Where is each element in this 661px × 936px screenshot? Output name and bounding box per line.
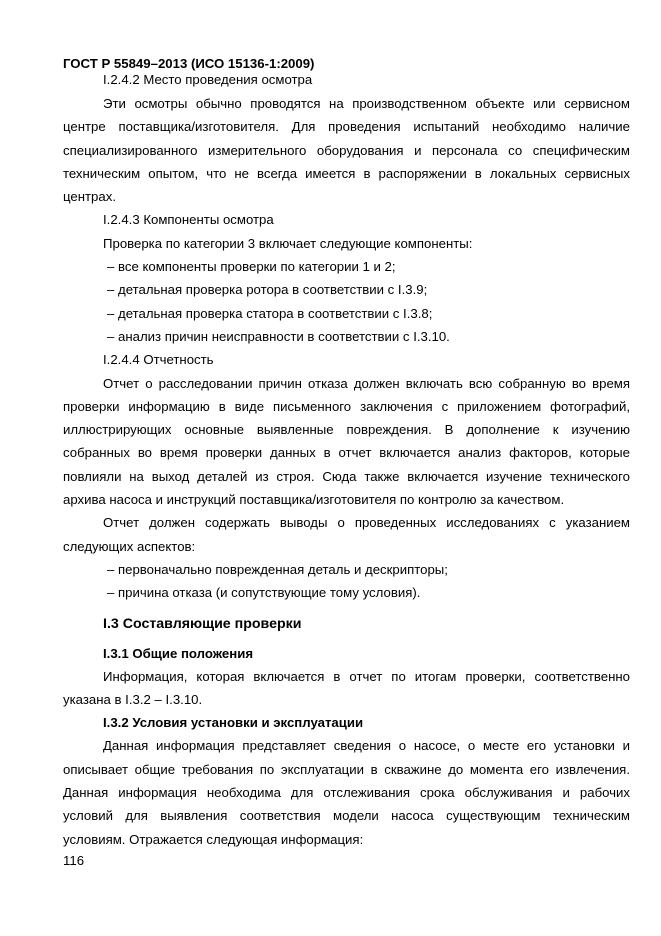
paragraph <box>63 372 630 512</box>
paragraph <box>63 734 630 850</box>
text-line: Информация, которая включается в отчет по итогам проверки, соответственно <box>103 668 630 684</box>
page-number: 116 <box>63 852 85 868</box>
text-line: центре поставщика/изготовителя. Для проведения испытаний необходимо наличие <box>63 119 630 135</box>
text-line: Данная информация представляет сведения о насосе, о месте его установки и <box>103 738 630 754</box>
document-page <box>63 56 630 871</box>
text-line: условиям. Отражается следующая информация: <box>63 831 364 847</box>
list-item: – все компоненты проверки по категории 1 и 2; <box>107 259 396 275</box>
section-title: I.2.4.4 Отчетность <box>103 352 214 368</box>
text-line: Отчет должен содержать выводы о проведенных исследованиях с указанием <box>103 515 630 531</box>
section-title: I.2.4.2 Место проведения осмотра <box>103 72 313 87</box>
text-line: описывает общие требования по эксплуатации в скважине до момента его извлечения. <box>63 761 630 777</box>
list-item: – детальная проверка статора в соответствии с I.3.8; <box>107 305 433 321</box>
text-line: центрах. <box>63 189 116 205</box>
text-line: Отчет о расследовании причин отказа должен включать всю собранную во время <box>103 375 630 391</box>
text-line: специализированного измерительного оборудования и персонала со специфическим <box>63 142 630 158</box>
document-header: ГОСТ Р 55849–2013 (ИСО 15136-1:2009) <box>63 56 315 71</box>
list-item: – причина отказа (и сопутствующие тому условия). <box>107 585 421 601</box>
paragraph <box>63 665 630 712</box>
text-line: проверки информацию в виде письменного заключения с приложением фотографий, <box>63 398 630 414</box>
text-line: следующих аспектов: <box>63 538 196 554</box>
text-line: архива насоса и инструкций поставщика/изготовителя по контролю за качеством. <box>63 492 565 508</box>
paragraph: Проверка по категории 3 включает следующие компоненты: <box>103 235 473 251</box>
subsection-heading: I.3.2 Условия установки и эксплуатации <box>103 715 364 731</box>
paragraph <box>63 511 630 558</box>
text-line: Данная информация необходима для отслеживания срока обслуживания и рабочих <box>63 785 630 801</box>
list <box>63 255 630 348</box>
text-line: собранных во время проверки данных в отчет включается анализ факторов, которые <box>63 445 630 461</box>
subsection-heading: I.3.1 Общие положения <box>103 645 254 661</box>
list-item: – детальная проверка ротора в соответствии с I.3.9; <box>107 282 428 298</box>
text-line: техническим опытом, что не всегда имеется в распоряжении в локальных сервисных <box>63 165 630 181</box>
list-item: – первоначально поврежденная деталь и дескрипторы; <box>107 561 448 577</box>
text-line: условий для выявления соответствия модели насоса существующим техническим <box>63 808 630 824</box>
list <box>63 558 630 605</box>
list-item: – анализ причин неисправности в соответствии с I.3.10. <box>107 328 450 344</box>
section-title: I.2.4.3 Компоненты осмотра <box>103 212 274 228</box>
text-line: иллюстрирующих основные выявленные повреждения. В дополнение к изучению <box>63 422 630 438</box>
text-line: Эти осмотры обычно проводятся на производственном объекте или сервисном <box>103 96 630 111</box>
section-heading: I.3 Составляющие проверки <box>103 615 302 632</box>
text-line: указана в I.3.2 – I.3.10. <box>63 691 203 707</box>
paragraph <box>63 92 630 208</box>
text-line: повлияли на выход деталей из строя. Сюда также включается изучение технического <box>63 468 630 484</box>
